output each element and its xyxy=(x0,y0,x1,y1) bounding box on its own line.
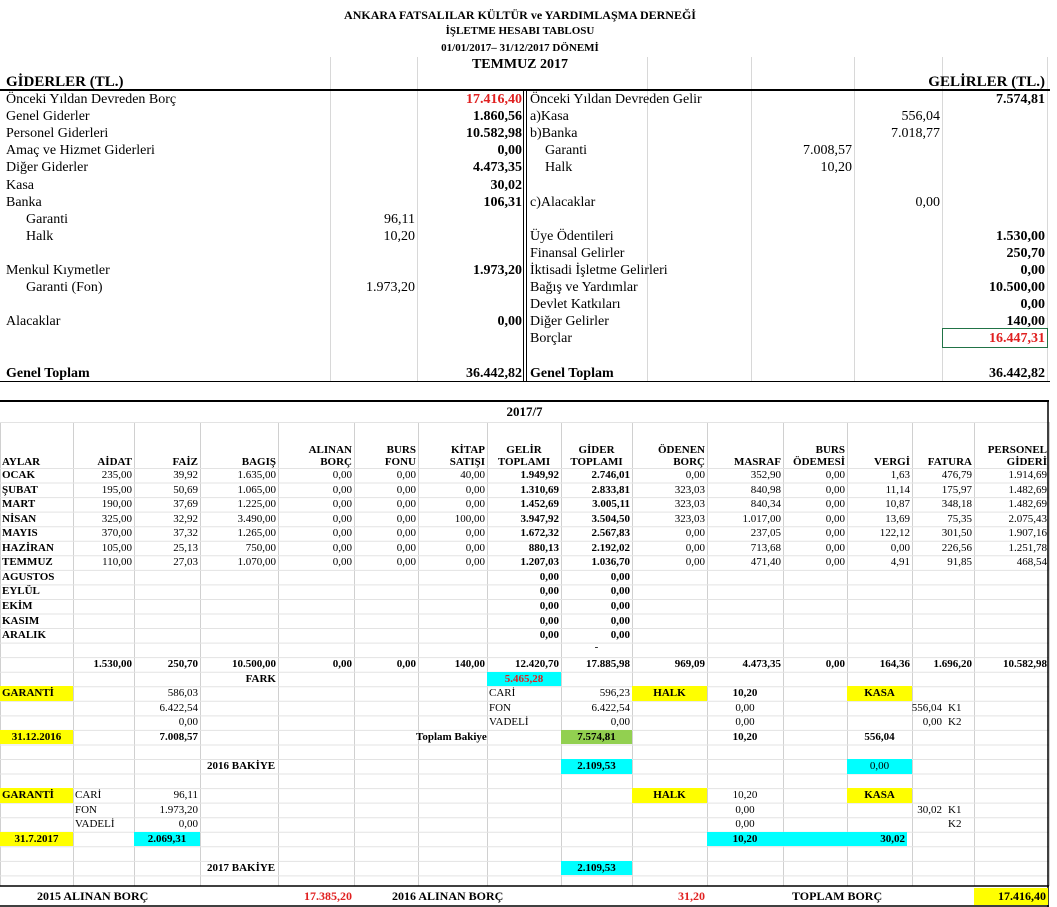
income-label: Önceki Yıldan Devreden Gelir xyxy=(530,92,702,107)
kasa-2016-value: 0,00 xyxy=(922,716,942,729)
account-name: FON xyxy=(75,803,98,816)
footer-2016-value: 31,20 xyxy=(678,889,705,903)
column-header xyxy=(200,438,278,468)
month-value: 880,13 xyxy=(528,541,559,554)
expense-label: Personel Giderleri xyxy=(6,126,109,142)
kasa-k2-label: K2 xyxy=(948,818,962,831)
month-value: 0,00 xyxy=(396,541,416,554)
column-header xyxy=(561,438,632,468)
month-value: 0,00 xyxy=(396,483,416,496)
expense-label: Alacaklar xyxy=(6,314,61,330)
month-value: 195,00 xyxy=(101,483,132,496)
month-value: 237,05 xyxy=(750,527,781,540)
column-total: 969,09 xyxy=(674,658,705,671)
garanti-2016-value: 0,00 xyxy=(178,716,198,729)
column-total: 12.420,70 xyxy=(515,658,559,671)
month-value: 105,00 xyxy=(101,541,132,554)
month-value: 0,00 xyxy=(539,629,559,642)
month-value: 476,79 xyxy=(941,469,972,481)
income-total: 16.447,31 xyxy=(989,331,1045,347)
month-value: 1.310,69 xyxy=(520,483,559,496)
column-header xyxy=(783,438,847,468)
garanti-2016-value: 586,03 xyxy=(167,687,198,700)
footer-total-label: TOPLAM BORÇ xyxy=(792,889,883,903)
month-value: 370,00 xyxy=(101,527,132,540)
date-2016: 31.12.2016 xyxy=(0,730,73,745)
month-value: 2.075,43 xyxy=(1008,512,1047,525)
column-header-text: AYLAR xyxy=(2,456,41,468)
month-value: 40,00 xyxy=(460,469,485,481)
column-header xyxy=(73,438,134,468)
month-value: 0,00 xyxy=(610,629,630,642)
month-value: 0,00 xyxy=(332,556,352,569)
column-header-text: FATURA xyxy=(927,456,972,468)
month-value: 4,91 xyxy=(890,556,910,569)
income-label: Devlet Katkıları xyxy=(530,297,621,313)
month-value: 1.482,69 xyxy=(1008,498,1047,511)
month-value: 468,54 xyxy=(1016,556,1047,569)
month-value: 323,03 xyxy=(674,512,705,525)
income-grand-label: Genel Toplam xyxy=(530,366,614,381)
halk-2016-value: 0,00 xyxy=(735,716,755,729)
income-title: GELİRLER (TL.) xyxy=(928,74,1045,90)
month-value: 0,00 xyxy=(890,541,910,554)
expense-total: 10.582,98 xyxy=(466,126,522,142)
kasa-2017-total: 30,02 xyxy=(783,832,907,847)
expenses-title: GİDERLER (TL.) xyxy=(6,74,124,90)
month-name: OCAK xyxy=(2,469,35,481)
bakiye-2017-label: 2017 BAKİYE xyxy=(207,861,276,874)
expense-sub-amount: 10,20 xyxy=(383,228,415,244)
month-value: 0,00 xyxy=(332,512,352,525)
income-sub-amount: 7.018,77 xyxy=(891,126,940,142)
column-total: 0,00 xyxy=(396,658,416,671)
column-header xyxy=(418,438,487,468)
expense-total: 30,02 xyxy=(490,177,522,193)
income-sub-amount: 7.008,57 xyxy=(803,143,852,159)
expense-total: 4.473,35 xyxy=(473,160,522,176)
month-name: KASIM xyxy=(2,614,40,627)
month-value: 11,14 xyxy=(885,483,910,496)
expense-label: Garanti xyxy=(26,211,68,227)
expense-total: 1.973,20 xyxy=(473,263,522,278)
column-total: 0,00 xyxy=(332,658,352,671)
halk-2016-value: 10,20 xyxy=(732,687,758,700)
kasa-2016-total: 556,04 xyxy=(864,730,895,743)
month-value: 0,00 xyxy=(396,498,416,511)
month-value: 25,13 xyxy=(173,541,198,554)
income-total: 250,70 xyxy=(1006,245,1045,261)
column-total: 10.582,98 xyxy=(1003,658,1047,671)
month-value: 0,00 xyxy=(332,469,352,481)
footer-total-value: 17.416,40 xyxy=(974,888,1048,905)
month-value: 0,00 xyxy=(825,469,845,481)
month-value: 100,00 xyxy=(454,512,485,525)
column-header xyxy=(354,438,418,468)
account-value: 0,00 xyxy=(610,716,630,729)
halk-2016-label: HALK xyxy=(632,686,707,701)
month-name: HAZİRAN xyxy=(2,541,54,554)
month-value: 0,00 xyxy=(465,556,485,569)
month-value: 323,03 xyxy=(674,483,705,496)
month-name: EKİM xyxy=(2,599,33,612)
column-header xyxy=(632,438,707,468)
kasa-2016-label: KASA xyxy=(847,686,912,701)
income-label: c)Alacaklar xyxy=(530,194,596,210)
month-value: 1,63 xyxy=(890,469,910,481)
month-value: 0,00 xyxy=(685,469,705,481)
halk-2017-value: 0,00 xyxy=(735,818,755,831)
kasa-k1-label: K1 xyxy=(948,701,962,714)
column-header-text: PERSONEL xyxy=(987,444,1047,456)
month-value: 0,00 xyxy=(539,599,559,612)
column-total: 1.696,20 xyxy=(933,658,972,671)
column-header xyxy=(707,438,783,468)
column-total: 164,36 xyxy=(879,658,910,671)
month-value: 2.746,01 xyxy=(591,469,630,481)
bakiye-2016-value: 2.109,53 xyxy=(561,759,632,774)
month-value: 122,12 xyxy=(879,527,910,540)
month-value: 1.452,69 xyxy=(520,498,559,511)
expense-label: Banka xyxy=(6,194,42,210)
income-grand-total: 36.442,82 xyxy=(989,366,1045,381)
month-value: 2.567,83 xyxy=(591,527,630,540)
kasa-2016-value: 556,04 xyxy=(911,701,942,714)
garanti-2016-label: GARANTİ xyxy=(0,686,73,701)
dash-mark: - xyxy=(594,640,599,653)
column-header-text: TOPLAMI xyxy=(497,456,551,468)
income-total: 140,00 xyxy=(1006,314,1045,330)
month-value: 0,00 xyxy=(825,512,845,525)
garanti-2017-label: GARANTİ xyxy=(0,788,73,803)
column-header-text: AİDAT xyxy=(97,456,132,468)
month-value: 0,00 xyxy=(825,498,845,511)
month-value: 1.207,03 xyxy=(520,556,559,569)
kasa-2017-value: 30,02 xyxy=(917,803,942,816)
month-value: 1.482,69 xyxy=(1008,483,1047,496)
column-total: 1.530,00 xyxy=(93,658,132,671)
column-header-text: FAİZ xyxy=(172,456,198,468)
month-name: ŞUBAT xyxy=(2,483,38,496)
expense-total: 0,00 xyxy=(497,314,522,330)
income-total: 0,00 xyxy=(1020,297,1045,313)
month-value: 3.947,92 xyxy=(520,512,559,525)
date-2017: 31.7.2017 xyxy=(0,832,73,847)
month-value: 0,00 xyxy=(825,483,845,496)
month-value: 750,00 xyxy=(245,541,276,554)
column-header-text: ÖDEMESİ xyxy=(793,456,845,468)
expense-label: Diğer Giderler xyxy=(6,160,89,176)
month-value: 1.914,69 xyxy=(1008,469,1047,481)
month-value: 0,00 xyxy=(539,570,559,583)
month-name: MART xyxy=(2,498,36,511)
month-value: 0,00 xyxy=(539,614,559,627)
month-value: 175,97 xyxy=(941,483,972,496)
month-value: 1.225,00 xyxy=(237,498,276,511)
month-name: TEMMUZ xyxy=(2,556,53,569)
column-header-text: BURS xyxy=(815,444,845,456)
month-value: 0,00 xyxy=(465,498,485,511)
expense-total: 106,31 xyxy=(483,194,522,210)
month-value: 1.070,00 xyxy=(237,556,276,569)
month-value: 0,00 xyxy=(332,527,352,540)
month-value: 713,68 xyxy=(750,541,781,554)
garanti-2017-total: 2.069,31 xyxy=(134,832,200,847)
income-label: a)Kasa xyxy=(530,109,569,125)
month-name: EYLÜL xyxy=(2,585,40,598)
month-name: NİSAN xyxy=(2,512,37,525)
month-value: 10,87 xyxy=(885,498,910,511)
month-value: 0,00 xyxy=(396,512,416,525)
month-value: 0,00 xyxy=(465,527,485,540)
toplam-bakiye-value: 7.574,81 xyxy=(561,730,632,745)
month-value: 0,00 xyxy=(610,614,630,627)
fark-label: FARK xyxy=(245,672,276,685)
month-value: 0,00 xyxy=(539,585,559,598)
halk-2016-total: 10,20 xyxy=(732,730,758,743)
income-label: Diğer Gelirler xyxy=(530,314,609,330)
expense-total: 17.416,40 xyxy=(466,92,522,107)
month-value: 0,00 xyxy=(396,469,416,481)
month-value: 0,00 xyxy=(825,527,845,540)
account-name: VADELİ xyxy=(489,716,529,729)
income-sub-amount: 556,04 xyxy=(901,109,940,125)
column-header xyxy=(134,438,200,468)
month-value: 1.251,78 xyxy=(1008,541,1047,554)
month-value: 0,00 xyxy=(465,483,485,496)
expense-sub-amount: 96,11 xyxy=(384,211,415,227)
month-value: 325,00 xyxy=(101,512,132,525)
toplam-bakiye-label: Toplam Bakiye xyxy=(416,730,487,743)
column-header-text: MASRAF xyxy=(733,456,781,468)
month-value: 110,00 xyxy=(102,556,132,569)
month-value: 2.192,02 xyxy=(591,541,630,554)
halk-2017-value: 0,00 xyxy=(735,803,755,816)
month-value: 0,00 xyxy=(610,599,630,612)
column-header-text: KİTAP xyxy=(450,444,485,456)
column-header-text: BAGIŞ xyxy=(241,456,276,468)
income-label: Borçlar xyxy=(530,331,572,347)
month-value: 37,69 xyxy=(173,498,198,511)
month-value: 1.065,00 xyxy=(237,483,276,496)
month-value: 3.490,00 xyxy=(237,512,276,525)
month-value: 39,92 xyxy=(173,469,198,481)
month-value: 840,98 xyxy=(750,483,781,496)
fark-value: 5.465,28 xyxy=(487,672,561,687)
month-value: 1.036,70 xyxy=(591,556,630,569)
month-value: 0,00 xyxy=(610,570,630,583)
bottom-rule xyxy=(0,381,1050,382)
month-title: TEMMUZ 2017 xyxy=(471,57,569,72)
column-total: 250,70 xyxy=(167,658,198,671)
month-name: AGUSTOS xyxy=(2,570,55,583)
account-name: CARİ xyxy=(75,789,102,802)
income-label: İktisadi İşletme Gelirleri xyxy=(530,263,668,278)
column-header xyxy=(278,438,354,468)
expenses-grand-label: Genel Toplam xyxy=(6,366,90,381)
income-total: 7.574,81 xyxy=(996,92,1045,107)
account-name: CARİ xyxy=(489,687,516,700)
income-sub-amount: 10,20 xyxy=(820,160,852,176)
expenses-grand-total: 36.442,82 xyxy=(466,366,522,381)
month-value: 1.017,00 xyxy=(742,512,781,525)
expense-label: Önceki Yıldan Devreden Borç xyxy=(6,92,177,107)
expense-label: Kasa xyxy=(6,177,34,193)
column-header-text: ÖDENEN xyxy=(657,444,705,456)
column-header xyxy=(974,438,1049,468)
column-header-text: GİDER xyxy=(578,444,615,456)
column-header-text: FONU xyxy=(384,456,416,468)
column-header-text: GİDERİ xyxy=(1006,456,1047,468)
month-value: 1.907,16 xyxy=(1008,527,1047,540)
month-value: 37,32 xyxy=(173,527,198,540)
column-header-text: TOPLAMI xyxy=(570,456,623,468)
sheet-title: 2017/7 xyxy=(506,404,543,419)
month-value: 1.949,92 xyxy=(520,469,559,481)
month-value: 352,90 xyxy=(750,469,781,481)
account-value: 596,23 xyxy=(599,687,630,700)
month-value: 0,00 xyxy=(396,556,416,569)
income-expense-statement xyxy=(0,0,1057,386)
account-value: 6.422,54 xyxy=(591,701,630,714)
month-value: 3.005,11 xyxy=(592,498,630,511)
halk-2017-value: 10,20 xyxy=(732,789,758,802)
income-label: Finansal Gelirler xyxy=(530,245,625,261)
halk-2017-total: 10,20 xyxy=(707,832,783,847)
column-total: 140,00 xyxy=(454,658,485,671)
bakiye-2016-label: 2016 BAKİYE xyxy=(207,760,276,772)
income-sub-amount: 0,00 xyxy=(915,194,940,210)
column-total: 0,00 xyxy=(825,658,845,671)
expense-total: 1.860,56 xyxy=(473,109,522,125)
account-value: 0,00 xyxy=(178,818,198,831)
month-value: 323,03 xyxy=(674,498,705,511)
expense-total: 0,00 xyxy=(497,143,522,159)
month-value: 348,18 xyxy=(941,498,972,511)
month-value: 0,00 xyxy=(685,541,705,554)
month-value: 1.672,32 xyxy=(520,527,559,540)
column-header-text: BORÇ xyxy=(320,456,352,468)
period: 01/01/2017– 31/12/2017 DÖNEMİ xyxy=(441,42,599,54)
footer-2016-label: 2016 ALINAN BORÇ xyxy=(392,889,504,903)
month-value: 235,00 xyxy=(101,469,132,481)
org-name: ANKARA FATSALILAR KÜLTÜR ve YARDIMLAŞMA DERNEĞİ xyxy=(344,8,696,22)
month-value: 0,00 xyxy=(825,541,845,554)
income-label: Bağış ve Yardımlar xyxy=(530,280,638,296)
month-value: 50,69 xyxy=(173,483,198,496)
month-value: 471,40 xyxy=(750,556,781,569)
month-value: 27,03 xyxy=(173,556,198,569)
footer-2015-label: 2015 ALINAN BORÇ xyxy=(37,889,149,903)
column-header-text: ALINAN xyxy=(308,444,352,456)
month-value: 0,00 xyxy=(685,527,705,540)
column-header-text: SATIŞI xyxy=(449,456,485,468)
column-header xyxy=(487,438,561,468)
kasa-k1-label: K1 xyxy=(948,803,962,816)
column-header-text: GELİR xyxy=(506,444,542,456)
column-header xyxy=(847,438,912,468)
month-value: 0,00 xyxy=(332,541,352,554)
column-header xyxy=(912,438,974,468)
month-value: 0,00 xyxy=(610,585,630,598)
month-value: 0,00 xyxy=(825,556,845,569)
month-value: 226,56 xyxy=(941,541,972,554)
month-value: 840,34 xyxy=(750,498,781,511)
month-value: 0,00 xyxy=(685,556,705,569)
garanti-2016-value: 6.422,54 xyxy=(159,701,198,714)
column-header-text: BURS xyxy=(386,444,416,456)
bakiye-2016-kasa: 0,00 xyxy=(847,759,912,774)
month-value: 91,85 xyxy=(947,556,972,569)
month-name: MAYIS xyxy=(2,527,38,540)
expense-label: Genel Giderler xyxy=(6,109,90,125)
kasa-2017-label: KASA xyxy=(847,788,912,803)
month-value: 301,50 xyxy=(941,527,972,540)
account-name: FON xyxy=(489,701,512,714)
account-name: VADELİ xyxy=(75,818,115,831)
column-total: 17.885,98 xyxy=(586,658,630,671)
month-value: 0,00 xyxy=(465,541,485,554)
month-name: ARALIK xyxy=(2,629,47,642)
month-value: 13,69 xyxy=(885,512,910,525)
bakiye-2017-value: 2.109,53 xyxy=(561,861,632,876)
expense-label: Halk xyxy=(26,228,54,244)
column-total: 4.473,35 xyxy=(742,658,781,671)
month-value: 2.833,81 xyxy=(591,483,630,496)
account-value: 1.973,20 xyxy=(159,803,198,816)
month-value: 190,00 xyxy=(101,498,132,511)
expense-sub-amount: 1.973,20 xyxy=(366,280,415,296)
expense-label: Amaç ve Hizmet Giderleri xyxy=(6,143,155,159)
month-value: 0,00 xyxy=(332,483,352,496)
month-value: 1.265,00 xyxy=(237,527,276,540)
month-value: 0,00 xyxy=(396,527,416,540)
income-label: Garanti xyxy=(545,143,587,159)
month-value: 3.504,50 xyxy=(591,512,630,525)
expense-label: Garanti (Fon) xyxy=(26,280,103,296)
center-divider xyxy=(523,90,527,382)
doc-title: İŞLETME HESABI TABLOSU xyxy=(445,25,595,37)
column-header-text: BORÇ xyxy=(673,456,705,468)
income-label: b)Banka xyxy=(530,126,578,142)
income-label: Halk xyxy=(545,160,573,176)
month-value: 32,92 xyxy=(173,512,198,525)
income-total: 0,00 xyxy=(1020,263,1045,278)
monthly-summary-sheet xyxy=(0,400,1057,907)
month-value: 75,35 xyxy=(947,512,972,525)
month-value: 1.635,00 xyxy=(237,469,276,481)
income-total: 10.500,00 xyxy=(989,280,1045,296)
income-label: Üye Ödentileri xyxy=(530,228,614,244)
account-value: 96,11 xyxy=(173,789,198,802)
column-header xyxy=(0,438,73,468)
halk-2016-value: 0,00 xyxy=(735,701,755,714)
column-header-text: VERGİ xyxy=(873,456,910,468)
month-value: 0,00 xyxy=(332,498,352,511)
kasa-k2-label: K2 xyxy=(948,716,962,729)
expense-label: Menkul Kıymetler xyxy=(6,263,110,278)
column-total: 10.500,00 xyxy=(232,658,276,671)
halk-2017-label: HALK xyxy=(632,788,707,803)
income-total: 1.530,00 xyxy=(996,228,1045,244)
garanti-2016-total: 7.008,57 xyxy=(159,730,198,743)
footer-2015-value: 17.385,20 xyxy=(304,889,352,903)
